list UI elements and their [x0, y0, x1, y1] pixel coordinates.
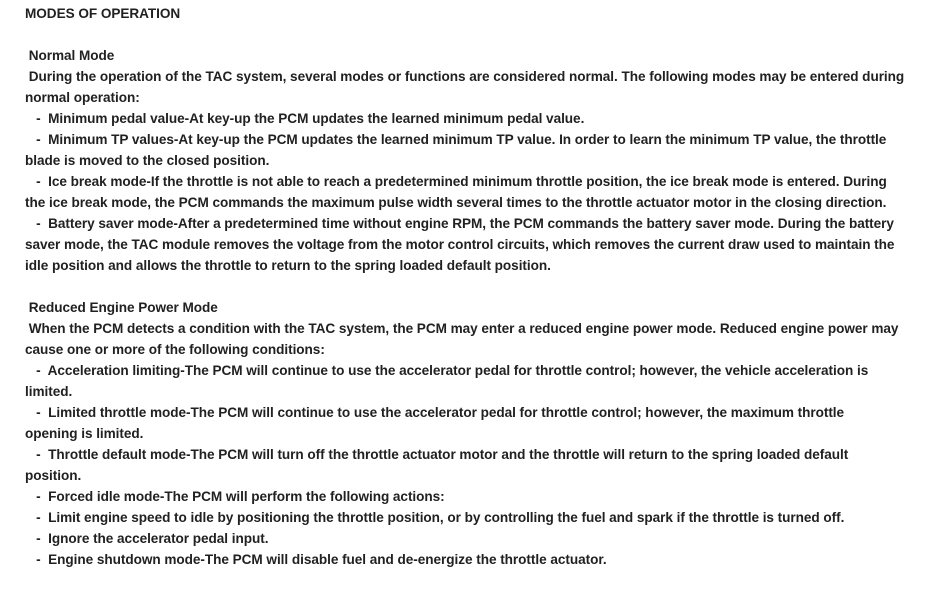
list-item: - Battery saver mode-After a predetermined time without engine RPM, the PCM commands the battery saver mode. During the battery [25, 216, 894, 231]
document-body [25, 3, 937, 570]
list-item: - Ice break mode-If the throttle is not able to reach a predetermined minimum throttle position, the ice break mode is entered. During [25, 174, 887, 189]
section-heading-reduced-engine-power-mode: Reduced Engine Power Mode [25, 300, 218, 315]
list-item: - Limited throttle mode-The PCM will continue to use the accelerator pedal for throttle control; however, the maximum throttle [25, 405, 845, 420]
section-heading-normal-mode: Normal Mode [25, 48, 115, 63]
page-title: MODES OF OPERATION [25, 6, 181, 21]
list-item-continuation: limited. [25, 384, 73, 399]
list-item-continuation: blade is moved to the closed position. [25, 153, 270, 168]
list-item: - Minimum TP values-At key-up the PCM updates the learned minimum TP value. In order to learn the minimum TP value, the throttle [25, 132, 887, 147]
list-item: - Minimum pedal value-At key-up the PCM updates the learned minimum pedal value. [25, 111, 585, 126]
list-item: - Engine shutdown mode-The PCM will disable fuel and de-energize the throttle actuator. [25, 552, 607, 567]
paragraph-line: During the operation of the TAC system, several modes or functions are considered normal. The following modes may be entered during [25, 69, 905, 84]
list-item-continuation: the ice break mode, the PCM commands the maximum pulse width several times to the throttle actuator motor in the closing direction. [25, 195, 887, 210]
list-item: - Limit engine speed to idle by positioning the throttle position, or by controlling the fuel and spark if the throttle is turned off. [25, 510, 845, 525]
paragraph-line: normal operation: [25, 90, 140, 105]
list-item: - Throttle default mode-The PCM will turn off the throttle actuator motor and the throttle will return to the spring loaded default [25, 447, 849, 462]
paragraph-line: cause one or more of the following conditions: [25, 342, 325, 357]
list-item-continuation: position. [25, 468, 82, 483]
list-item-continuation: opening is limited. [25, 426, 144, 441]
list-item-continuation: idle position and allows the throttle to return to the spring loaded default position. [25, 258, 551, 273]
paragraph-line: When the PCM detects a condition with the TAC system, the PCM may enter a reduced engine power mode. Reduced engine power may [25, 321, 899, 336]
list-item-continuation: saver mode, the TAC module removes the voltage from the motor control circuits, which removes the current draw used to maintain the [25, 237, 895, 252]
list-item: - Acceleration limiting-The PCM will continue to use the accelerator pedal for throttle control; however, the vehicle acceleration is [25, 363, 869, 378]
list-item: - Ignore the accelerator pedal input. [25, 531, 269, 546]
spacer [25, 24, 937, 45]
list-item: - Forced idle mode-The PCM will perform the following actions: [25, 489, 445, 504]
spacer [25, 276, 937, 297]
